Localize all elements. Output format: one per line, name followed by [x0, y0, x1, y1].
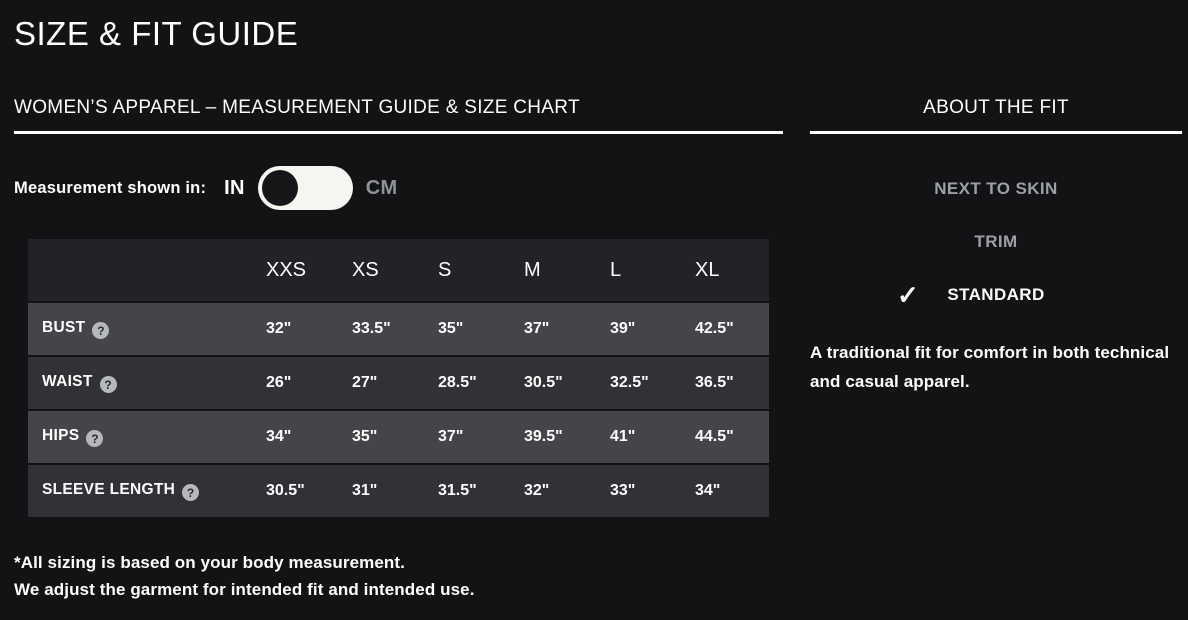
about-the-fit-panel	[810, 98, 1182, 603]
table-row-hips	[28, 411, 769, 463]
footnote-line-2: We adjust the garment for intended fit and intended use.	[14, 580, 475, 599]
unit-cm-label[interactable]: CM	[365, 176, 398, 199]
size-value-cell: 33"	[610, 465, 695, 517]
unit-toggle-switch[interactable]	[258, 166, 353, 210]
row-label: HIPS	[42, 426, 80, 444]
page-title: SIZE & FIT GUIDE	[14, 15, 299, 52]
size-value-cell: 28.5"	[438, 357, 524, 409]
fit-options-list	[810, 179, 1182, 310]
size-value-cell: 35"	[438, 303, 524, 355]
about-the-fit-title: ABOUT THE FIT	[923, 97, 1069, 118]
size-column-header-xs: XS	[352, 239, 438, 301]
row-label: SLEEVE LENGTH	[42, 480, 176, 498]
footnote-line-1: *All sizing is based on your body measurement.	[14, 553, 405, 572]
row-header-waist	[28, 357, 266, 409]
section-divider	[14, 131, 783, 134]
size-value-cell: 30.5"	[266, 465, 352, 517]
size-value-cell: 42.5"	[695, 303, 769, 355]
size-value-cell: 36.5"	[695, 357, 769, 409]
size-column-header-xl: XL	[695, 239, 769, 301]
check-icon: ✓	[897, 280, 920, 310]
fit-option-next-to-skin[interactable]	[810, 179, 1182, 199]
unit-in-label[interactable]: IN	[224, 176, 245, 199]
size-value-cell: 39"	[610, 303, 695, 355]
row-header-sleeve-length	[28, 465, 266, 517]
size-value-cell: 41"	[610, 411, 695, 463]
table-row-waist	[28, 357, 769, 409]
row-header-bust	[28, 303, 266, 355]
size-value-cell: 31"	[352, 465, 438, 517]
size-value-cell: 37"	[524, 303, 610, 355]
size-column-header-l: L	[610, 239, 695, 301]
fit-description: A traditional fit for comfort in both technical and casual apparel.	[810, 343, 1170, 391]
size-value-cell: 33.5"	[352, 303, 438, 355]
help-icon[interactable]: ?	[100, 376, 117, 393]
fit-option-standard[interactable]	[810, 280, 1182, 310]
fit-option-label: STANDARD	[947, 285, 1045, 304]
size-value-cell: 30.5"	[524, 357, 610, 409]
content-columns	[14, 98, 1188, 603]
size-value-cell: 39.5"	[524, 411, 610, 463]
measurement-guide-section	[14, 98, 783, 603]
size-value-cell: 26"	[266, 357, 352, 409]
table-row-bust	[28, 303, 769, 355]
size-value-cell: 31.5"	[438, 465, 524, 517]
size-column-header-m: M	[524, 239, 610, 301]
sizing-footnotes	[14, 549, 783, 603]
unit-toggle-row	[14, 166, 783, 210]
size-value-cell: 32.5"	[610, 357, 695, 409]
size-value-cell: 44.5"	[695, 411, 769, 463]
fit-option-label: NEXT TO SKIN	[934, 179, 1058, 198]
row-label: WAIST	[42, 372, 93, 390]
size-value-cell: 32"	[266, 303, 352, 355]
help-icon[interactable]: ?	[182, 484, 199, 501]
size-chart-header-row	[28, 239, 769, 301]
help-icon[interactable]: ?	[86, 430, 103, 447]
fit-option-label: TRIM	[974, 232, 1018, 251]
size-chart-table	[28, 237, 769, 519]
size-value-cell: 34"	[695, 465, 769, 517]
measurement-section-title: WOMEN’S APPAREL – MEASUREMENT GUIDE & SIZE CHART	[14, 97, 580, 118]
size-value-cell: 35"	[352, 411, 438, 463]
unit-toggle-label: Measurement shown in:	[14, 178, 207, 197]
size-value-cell: 27"	[352, 357, 438, 409]
row-label: BUST	[42, 318, 86, 336]
help-icon[interactable]: ?	[92, 322, 109, 339]
size-column-header-s: S	[438, 239, 524, 301]
size-column-header-xxs: XXS	[266, 239, 352, 301]
size-chart-corner	[28, 239, 266, 301]
fit-option-trim[interactable]	[810, 232, 1182, 252]
size-value-cell: 32"	[524, 465, 610, 517]
section-divider	[810, 131, 1182, 134]
size-value-cell: 34"	[266, 411, 352, 463]
row-header-hips	[28, 411, 266, 463]
size-value-cell: 37"	[438, 411, 524, 463]
table-row-sleeve-length	[28, 465, 769, 517]
toggle-knob[interactable]	[262, 170, 298, 206]
